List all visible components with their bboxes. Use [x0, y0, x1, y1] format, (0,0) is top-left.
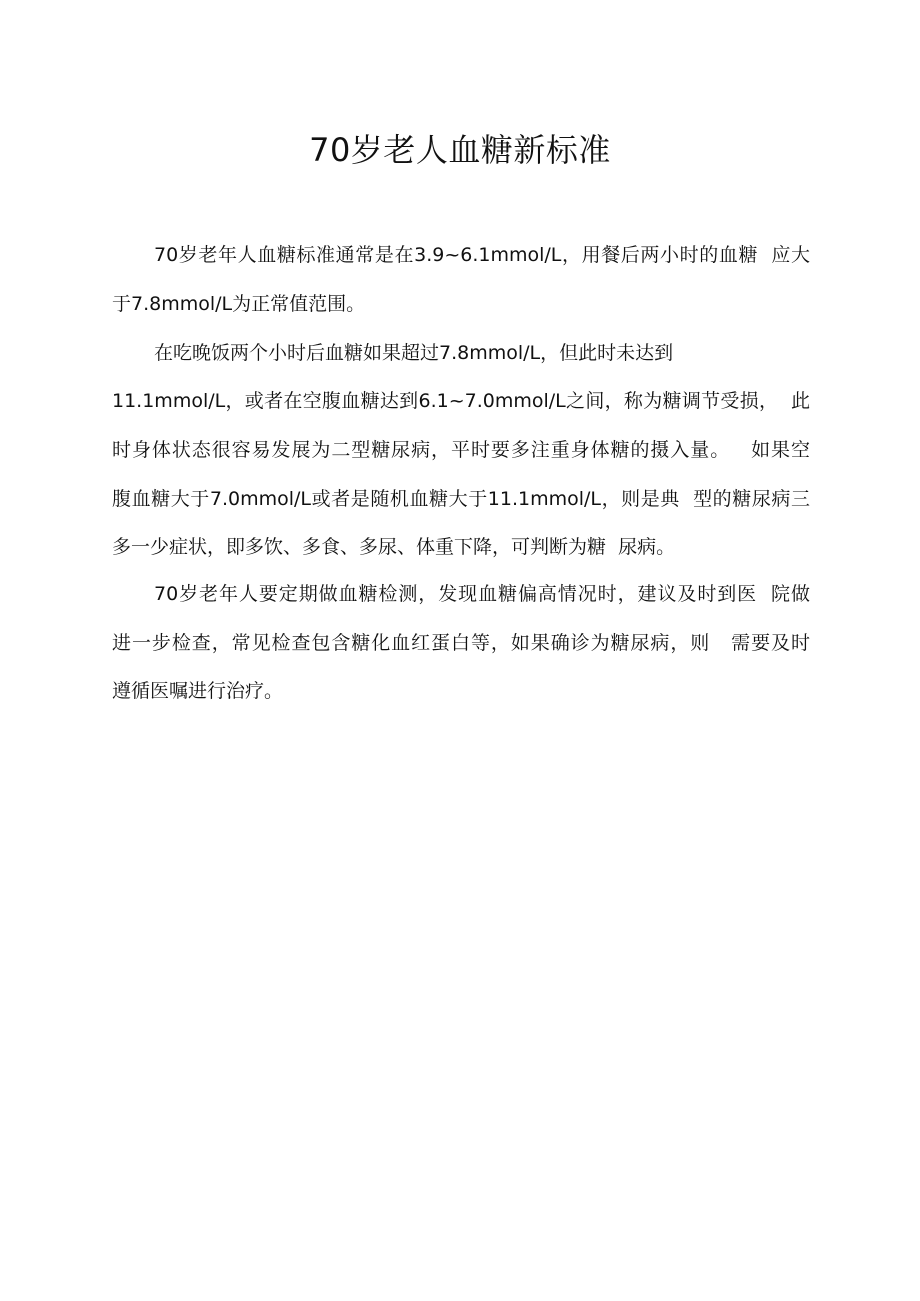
paragraph-1-line-2: 于7.8mmol/L为正常值范围。	[112, 293, 366, 315]
paragraph-3-line-3: 遵循医嘱进行治疗。	[112, 680, 284, 702]
paragraph-3-line-2: 进一步检查，常见检查包含糖化血红蛋白等，如果确诊为糖尿病，则 需要及时	[112, 632, 810, 654]
paragraph-2-line-2: 11.1mmol/L，或者在空腹血糖达到6.1~7.0mmol/L之间，称为糖调节受损， 此	[112, 390, 810, 412]
paragraph-2-line-1: 在吃晚饭两个小时后血糖如果超过7.8mmol/L，但此时未达到	[154, 342, 674, 364]
paragraph-2-line-4: 腹血糖大于7.0mmol/L或者是随机血糖大于11.1mmol/L，则是典 型的糖尿病三	[112, 488, 810, 510]
paragraph-2-line-5: 多一少症状，即多饮、多食、多尿、体重下降，可判断为糖 尿病。	[112, 536, 676, 558]
document-title: 70岁老人血糖新标准	[309, 131, 611, 169]
paragraph-1-line-1: 70岁老年人血糖标准通常是在3.9~6.1mmol/L，用餐后两小时的血糖 应大	[154, 244, 810, 266]
paragraph-3-line-1: 70岁老年人要定期做血糖检测，发现血糖偏高情况时，建议及时到医 院做	[154, 583, 810, 605]
paragraph-2-line-3: 时身体状态很容易发展为二型糖尿病，平时要多注重身体糖的摄入量。 如果空	[112, 439, 810, 461]
